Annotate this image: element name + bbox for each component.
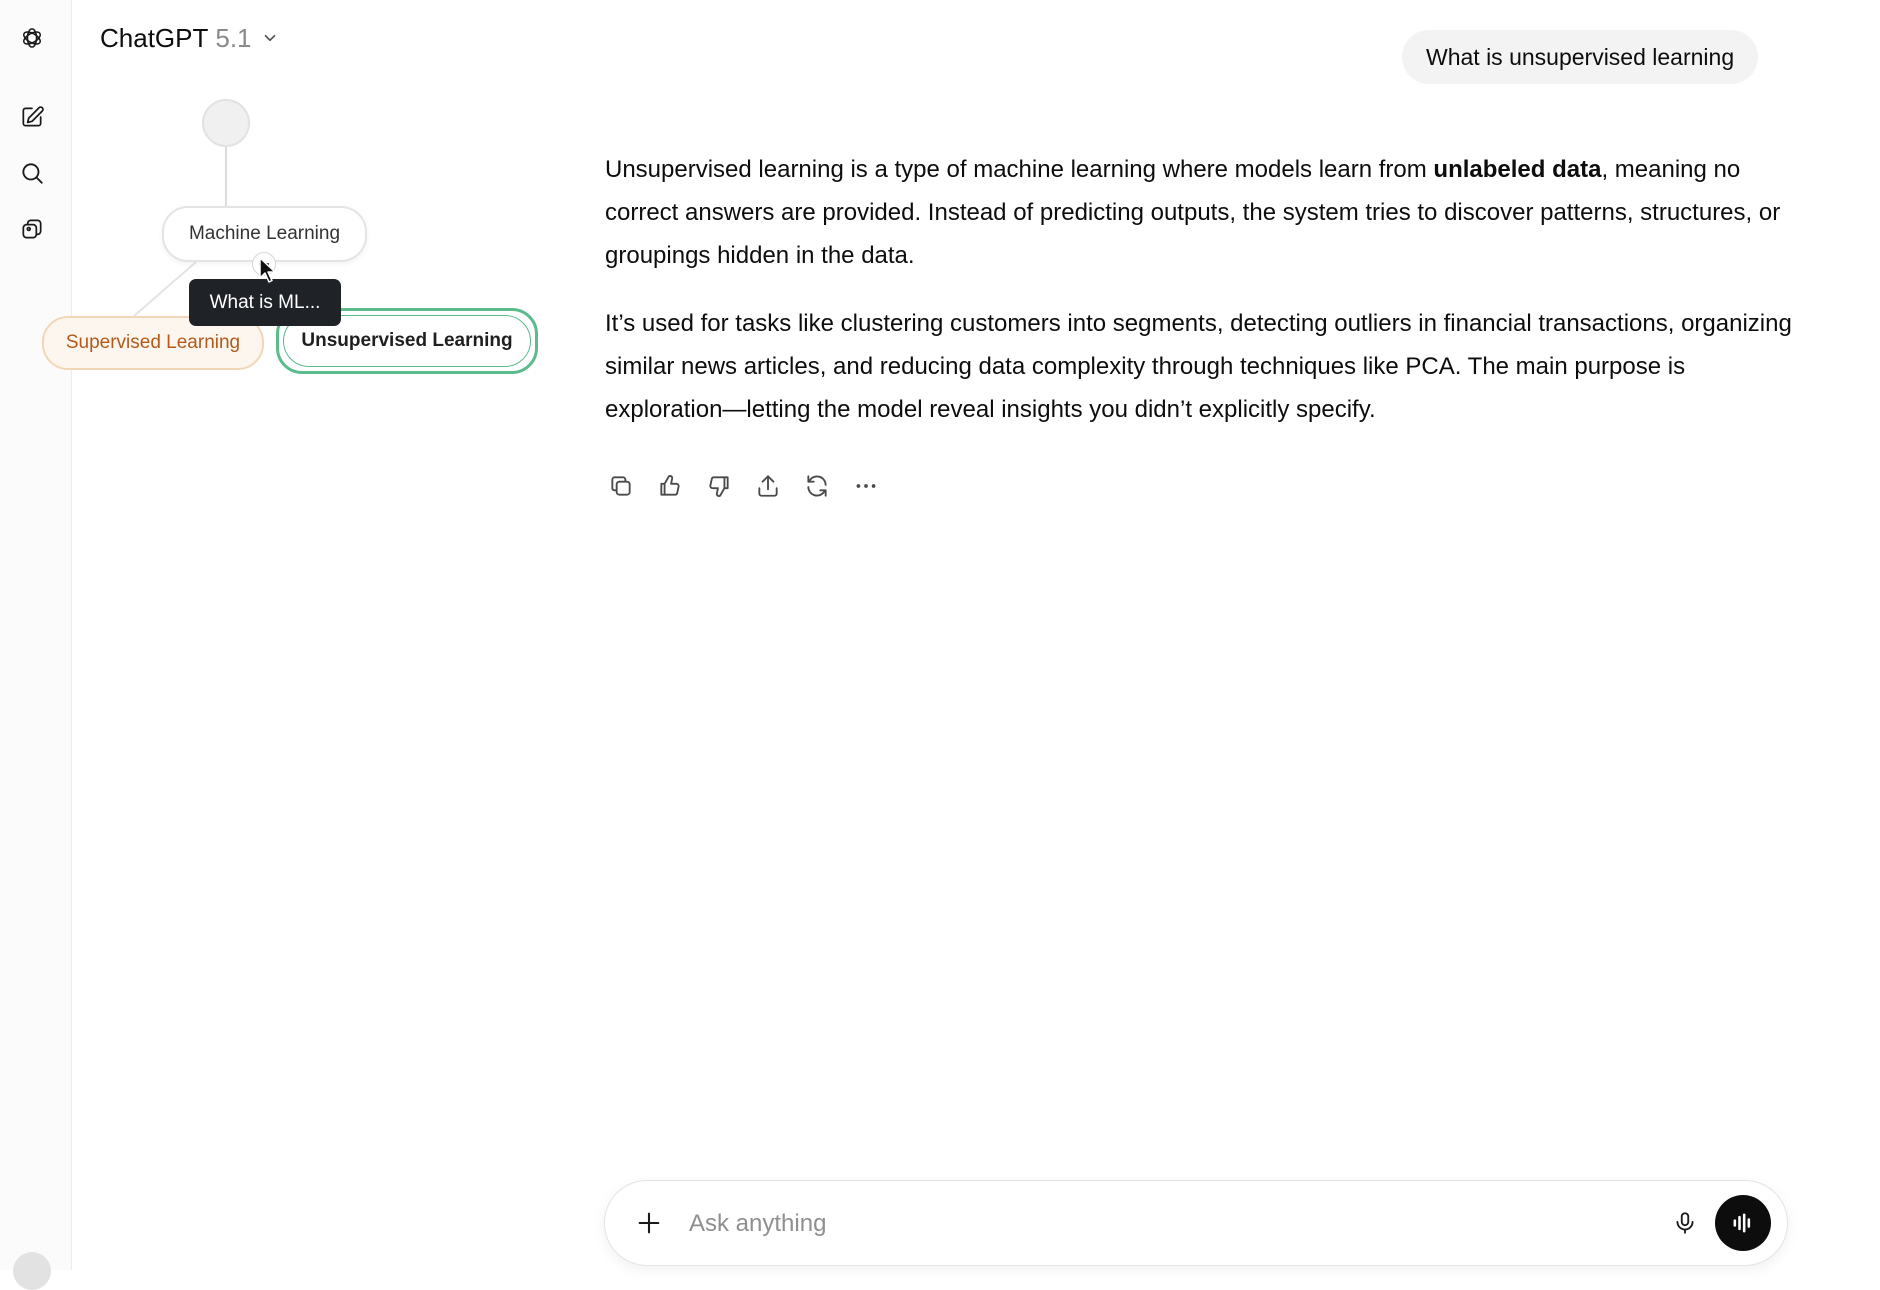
tree-node-label: Machine Learning	[188, 223, 341, 244]
copy-icon	[608, 473, 634, 499]
share-icon	[755, 473, 781, 499]
microphone-icon	[1672, 1210, 1698, 1236]
prompt-input[interactable]	[687, 1201, 1591, 1247]
tree-root-node[interactable]	[202, 99, 250, 147]
tree-node-label: Supervised Learning	[65, 332, 241, 353]
thumbs-down-button[interactable]	[703, 470, 735, 502]
conversation-tree	[0, 0, 560, 400]
plus-icon	[635, 1209, 663, 1237]
answer-text: , meaning no correct answers are provided. Instead of predicting outputs, the system tries to discover patterns, structures, or groupings hidden in the data.	[605, 156, 1781, 269]
user-message-text: What is unsupervised learning	[1426, 43, 1735, 70]
answer-paragraph	[605, 148, 1800, 277]
user-message-bubble	[1402, 30, 1758, 84]
regenerate-icon	[804, 473, 830, 499]
avatar[interactable]	[13, 1252, 51, 1290]
thumbs-up-icon	[657, 473, 683, 499]
thumbs-down-icon	[706, 473, 732, 499]
model-name: ChatGPT	[100, 22, 209, 53]
composer	[604, 1180, 1788, 1266]
voice-mode-button[interactable]	[1715, 1195, 1771, 1251]
model-version: 5.1	[215, 22, 252, 53]
tree-node-label: Unsupervised Learning	[301, 330, 513, 351]
answer-text: Unsupervised learning is a type of machine learning where models learn from	[605, 156, 1434, 183]
thumbs-up-button[interactable]	[654, 470, 686, 502]
answer-paragraph: It’s used for tasks like clustering customers into segments, detecting outliers in financial transactions, organizing similar news articles, and reducing data complexity through techniques like PCA. The main purpose is exploration—letting the model reveal insights you didn’t explicitly specify.	[605, 310, 1792, 423]
more-button[interactable]	[850, 470, 882, 502]
share-button[interactable]	[752, 470, 784, 502]
copy-button[interactable]	[605, 470, 637, 502]
tree-tooltip	[189, 279, 341, 326]
attach-button[interactable]	[629, 1203, 669, 1243]
tooltip-text: What is ML...	[209, 291, 321, 313]
dictate-button[interactable]	[1665, 1203, 1705, 1243]
more-icon	[853, 473, 879, 499]
regenerate-button[interactable]	[801, 470, 833, 502]
message-actions	[605, 470, 882, 502]
voice-waveform-icon	[1729, 1209, 1757, 1237]
assistant-answer	[605, 148, 1800, 456]
answer-bold-text: unlabeled data	[1433, 156, 1602, 183]
mouse-cursor-icon	[258, 256, 278, 284]
